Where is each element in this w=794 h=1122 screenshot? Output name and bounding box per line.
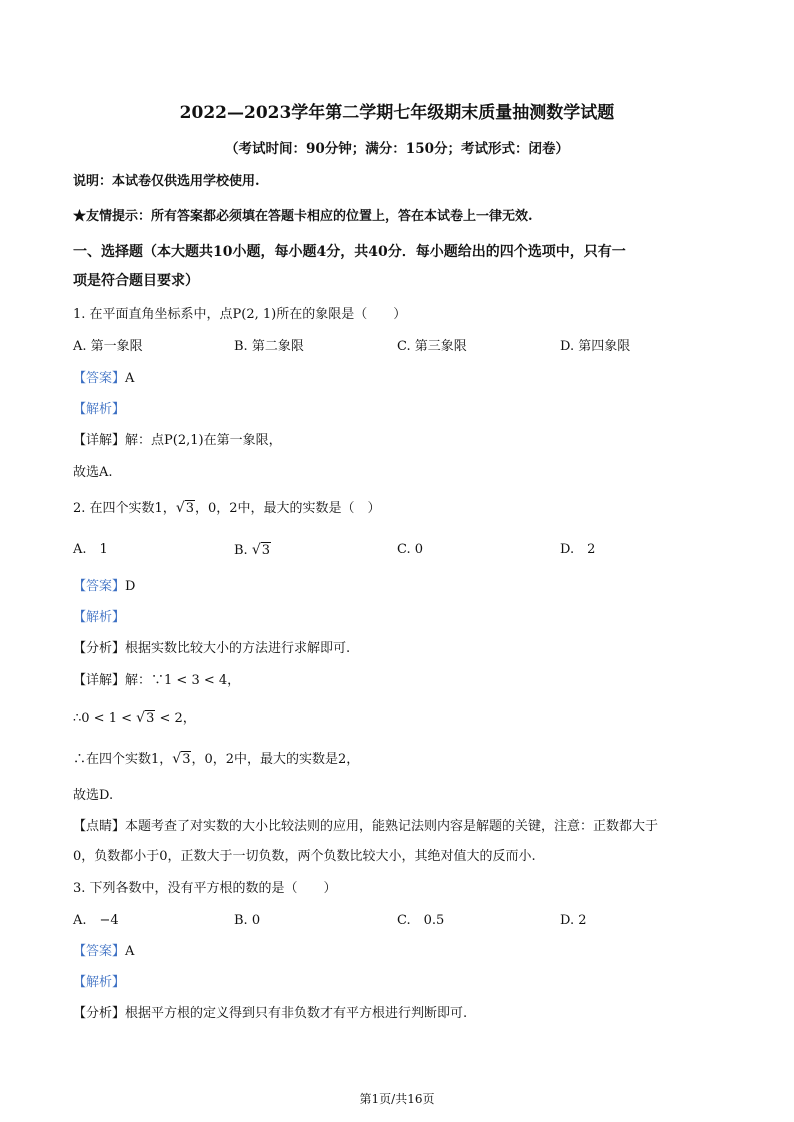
q1-detail-text: 解：点P(2,1)在第一象限， [125,433,282,448]
q2-option-c: C. 0 [397,542,424,557]
friendly-tip: ★友情提示：所有答案都必须填在答题卡相应的位置上，答在本试卷上一律无效. [73,209,533,224]
q2-detail-2-post: < 2， [159,711,196,726]
q3-option-b: B. 0 [234,913,261,928]
sqrt-3-expression [136,709,155,728]
q2-option-b-label: B. [234,543,248,558]
q2-detail-3 [73,750,359,769]
radicand: 3 [185,501,195,516]
radical-sign-icon: √ [172,751,182,767]
radicand: 3 [182,752,191,767]
q3-answer-value: A [125,944,135,959]
dianjing-tag: 【点睛】 [73,819,126,834]
radical-sign-icon: √ [175,500,185,516]
q1-answer [73,370,134,388]
answer-tag: 【答案】 [73,579,126,594]
q1-option-a: A. 第一象限 [73,339,143,354]
usage-note: 说明：本试卷仅供选用学校使用. [73,174,260,189]
radicand: 3 [146,711,155,726]
q1-option-c: C. 第三象限 [397,339,467,354]
q2-answer-value: D [125,579,136,594]
q2-answer [73,578,135,596]
q2-dianjing-2: 0，负数都小于0，正数大于一切负数，两个负数比较大小，其绝对值大的反而小. [73,849,536,864]
q1-detail [73,432,282,450]
q2-dianjing-1 [73,818,658,836]
radical-sign-icon: √ [251,542,261,558]
q2-option-a: A. 1 [73,542,108,557]
q2-detail-2-pre: ∴0 < 1 < [73,711,132,726]
q2-stem-post: ，0，2中，最大的实数是（ ） [195,501,381,516]
page-number: 第1页/共16页 [359,1092,435,1106]
q2-analysis [73,609,125,627]
analysis-tag: 【解析】 [73,402,126,417]
q3-analysis [73,974,125,992]
q1-option-d: D. 第四象限 [560,339,631,354]
q1-conclusion: 故选A. [73,465,113,480]
radical-sign-icon: √ [136,710,146,726]
q2-dianjing-text: 本题考查了对实数的大小比较法则的应用，能熟记法则内容是解题的关键，注意：正数都大于 [125,819,659,834]
fenxi-tag: 【分析】 [73,1006,126,1021]
q2-fenxi-text: 根据实数比较大小的方法进行求解即可. [125,641,351,656]
sqrt-3-expression [172,750,191,769]
section-heading-line2: 项是符合题目要求） [73,273,199,289]
fenxi-tag: 【分析】 [73,641,126,656]
q3-option-c: C. 0.5 [397,913,445,928]
q3-fenxi-text: 根据平方根的定义得到只有非负数才有平方根进行判断即可. [125,1006,468,1021]
detail-tag: 【详解】 [73,673,126,688]
q1-option-b: B. 第二象限 [234,339,304,354]
q1-analysis [73,401,125,419]
section-heading-line1: 一、选择题（本大题共10小题，每小题4分，共40分．每小题给出的四个选项中，只有一 [73,244,626,260]
q2-detail-1 [73,672,240,690]
exam-subtitle: （考试时间：90分钟；满分：150分；考试形式：闭卷） [225,141,569,157]
radicand: 3 [261,543,271,558]
question-3-stem: 3. 下列各数中，没有平方根的数的是（ ） [73,881,337,896]
sqrt-3-expression [252,541,271,560]
q2-conclusion: 故选D. [73,788,114,803]
analysis-tag: 【解析】 [73,975,126,990]
answer-tag: 【答案】 [73,371,126,386]
q2-detail-3-pre: ∴在四个实数1， [73,752,173,767]
q2-detail-1-text: 解：∵1 < 3 < 4， [125,673,241,688]
q3-option-d: D. 2 [560,913,587,928]
q2-fenxi [73,640,350,658]
q2-detail-2 [73,709,196,728]
q2-option-d: D. 2 [560,542,596,557]
q2-detail-3-post: ，0，2中，最大的实数是2， [191,752,360,767]
page-title: 2022—2023学年第二学期七年级期末质量抽测数学试题 [179,103,615,123]
q2-stem-pre: 2. 在四个实数1， [73,501,176,516]
analysis-tag: 【解析】 [73,610,126,625]
q3-answer [73,943,134,961]
detail-tag: 【详解】 [73,433,126,448]
answer-tag: 【答案】 [73,944,126,959]
q1-answer-value: A [125,371,135,386]
question-1-stem: 1. 在平面直角坐标系中，点P(2, 1)所在的象限是（ ） [73,307,407,322]
q3-fenxi [73,1005,467,1023]
sqrt-3-expression [176,499,195,518]
q2-option-b [234,541,271,560]
question-2-stem [73,499,381,518]
q3-option-a: A. −4 [73,913,119,928]
